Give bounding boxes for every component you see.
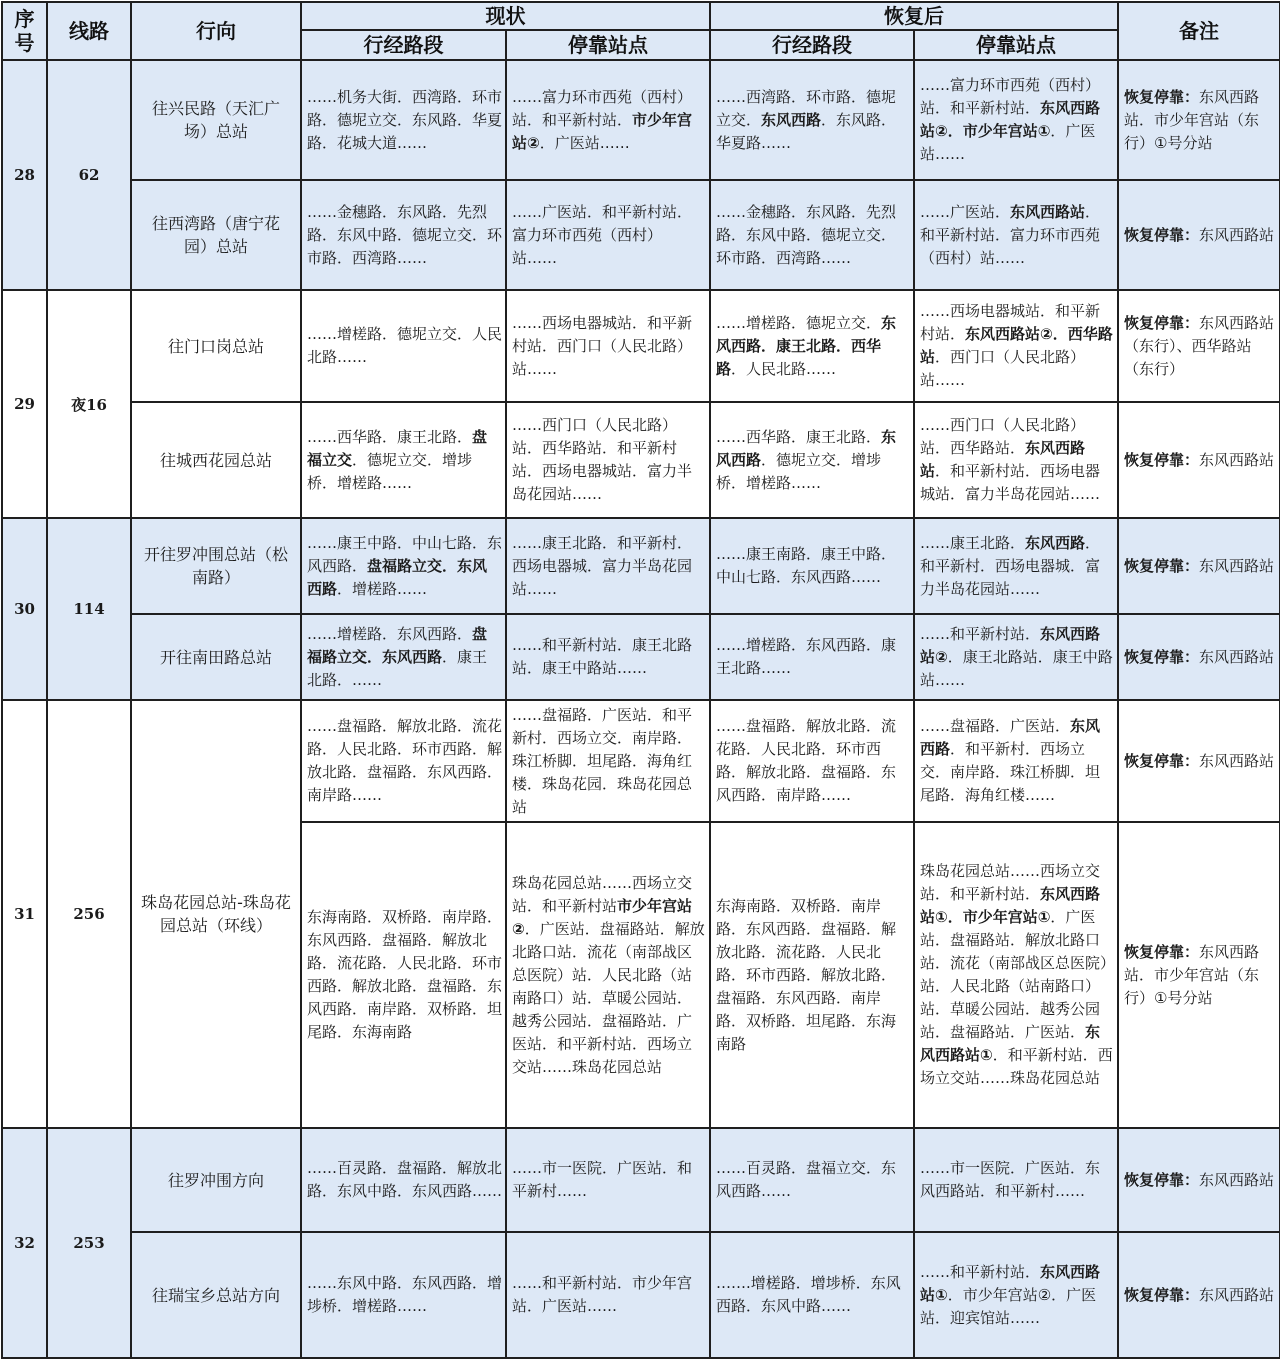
new-stops-cell <box>914 402 1118 518</box>
new-stops-cell <box>914 1128 1118 1232</box>
text-segment: ．康王北路．…… <box>307 647 488 689</box>
text-segment: ……增槎路．东风西路．康王北路…… <box>716 636 897 677</box>
new-route-cell <box>710 60 914 180</box>
note-text: 东风西路站 <box>1199 225 1275 244</box>
new-route-cell <box>710 290 914 402</box>
direction-cell: 往门口岗总站 <box>131 290 301 402</box>
text-segment: …….增槎路．增埗桥．东风西路．东风中路…… <box>716 1274 901 1315</box>
text-segment: ……盘福路．解放北路．流花路．人民北路．环市西路．解放北路．盘福路．东风西路．南岸路…… <box>307 717 503 804</box>
text-segment: ……康王北路． <box>920 533 1026 552</box>
table-row <box>2 614 1280 700</box>
note-label: 恢复停靠 <box>1124 942 1185 961</box>
text-segment: 东风西路站① <box>920 1023 1101 1064</box>
note-text: 东风西路站 <box>1199 556 1275 575</box>
text-segment: ……金穗路．东风路．先烈路．东风中路．德坭立交．环市路．西湾路…… <box>307 202 503 267</box>
current-route-cell <box>301 1232 506 1358</box>
table-row <box>2 1232 1280 1358</box>
text-segment: ……广医站． <box>920 202 1011 221</box>
current-route-cell <box>301 518 506 614</box>
text-segment: 东风西路 <box>761 110 822 129</box>
new-route-cell <box>710 822 914 1128</box>
text-segment: ．增槎路…… <box>337 579 428 598</box>
text-segment: 东风西路站① <box>920 1262 1101 1304</box>
note-colon: ： <box>1184 1170 1200 1189</box>
table-row <box>2 402 1280 518</box>
seq-cell: 32 <box>2 1128 47 1358</box>
current-stops-cell <box>506 1232 710 1358</box>
text-segment: ……和平新村站． <box>920 1262 1041 1281</box>
direction-cell: 往城西花园总站 <box>131 402 301 518</box>
text-segment: ……西华路．康王北路． <box>716 427 882 446</box>
line-cell: 62 <box>47 60 131 290</box>
current-stops-cell <box>506 822 710 1128</box>
text-segment: 东海南路．双桥路．南岸路．东风西路．盘福路．解放北路．流花路．人民北路．环市西路．解放北路．盘福路．东风西路．南岸路．双桥路．坦尾路．东海南路 <box>307 908 503 1041</box>
new-stops-cell <box>914 1232 1118 1358</box>
header-remarks: 备注 <box>1118 2 1280 60</box>
note-text: 东风西路站．市少年宫站（东行）①号分站 <box>1124 87 1260 152</box>
text-segment: 市少年宫站② <box>512 110 693 152</box>
text-segment: ……东风中路．东风西路．增埗桥．增槎路…… <box>307 1274 503 1315</box>
note-colon: ： <box>1184 1285 1200 1304</box>
text-segment: ……增槎路．德坭立交．人民北路…… <box>307 325 503 366</box>
note-colon: ： <box>1184 647 1200 666</box>
text-segment: ．广医站…… <box>539 133 630 152</box>
current-stops-cell <box>506 614 710 700</box>
text-segment: ．市少年宫站②．广医站．迎宾馆站…… <box>920 1285 1097 1327</box>
table-row <box>2 518 1280 614</box>
text-segment: ……盘福路．解放北路．流花路．人民北路．环市西路．解放北路．盘福路．东风西路．南岸路…… <box>716 717 897 804</box>
text-segment: ……盘福路．广医站． <box>920 717 1071 735</box>
current-stops-cell <box>506 180 710 290</box>
note-text: 东风西路站（东行）、西华路站（东行） <box>1124 313 1275 378</box>
note-colon: ： <box>1184 751 1200 770</box>
line-cell: 夜16 <box>47 290 131 518</box>
direction-cell: 开往罗冲围总站（松南路） <box>131 518 301 614</box>
new-stops-cell <box>914 822 1118 1128</box>
text-segment: ……富力环市西苑（西村）站．和平新村站． <box>512 87 693 129</box>
text-segment: 东海南路．双桥路．南岸路．东风西路．盘福路．解放北路．流花路．人民北路．环市西路．解放北路．盘福路．东风西路．南岸路．双桥路．坦尾路．东海南路 <box>716 896 897 1053</box>
text-segment: ……和平新村站．市少年宫站．广医站…… <box>512 1274 693 1315</box>
text-segment: ……市一医院．广医站．和平新村…… <box>512 1159 693 1200</box>
current-stops-cell <box>506 60 710 180</box>
note-text: 东风西路站．市少年宫站（东行）①号分站 <box>1124 942 1260 1007</box>
current-stops-cell <box>506 518 710 614</box>
text-segment: 东风西路 <box>1025 533 1086 552</box>
table-row <box>2 1128 1280 1232</box>
direction-cell: 往罗冲围方向 <box>131 1128 301 1232</box>
remarks-cell <box>1118 614 1280 700</box>
table-row <box>2 700 1280 822</box>
note-label: 恢复停靠 <box>1124 87 1185 106</box>
current-route-cell <box>301 1128 506 1232</box>
text-segment: ……康王中路．中山七路．东风西路． <box>307 533 503 575</box>
text-segment: 东风西路站② <box>920 624 1101 666</box>
text-segment: ．和平新村站．西场电器城站．富力半岛花园站…… <box>920 462 1101 503</box>
text-segment: 东风西路．康王北路．西华路 <box>716 313 897 378</box>
new-route-cell <box>710 700 914 822</box>
text-segment: ……金穗路．东风路．先烈路．东风中路．德坭立交．环市路．西湾路…… <box>716 202 897 267</box>
text-segment: ．广医站…… <box>920 122 1096 163</box>
new-route-cell <box>710 1128 914 1232</box>
text-segment: ……和平新村站．康王北路站．康王中路站…… <box>512 636 693 677</box>
text-segment: 市少年宫站② <box>512 896 693 938</box>
note-colon: ： <box>1184 313 1200 332</box>
current-route-cell <box>301 60 506 180</box>
text-segment: ……增槎路．德坭立交． <box>716 313 882 332</box>
text-segment: ……西华路．康王北路． <box>307 427 473 446</box>
table-row <box>2 180 1280 290</box>
remarks-cell <box>1118 822 1280 1128</box>
text-segment: 东风西路站 <box>1010 202 1086 221</box>
text-segment: 盘福路立交．东风西路 <box>307 556 488 598</box>
note-colon: ： <box>1184 942 1200 961</box>
text-segment: ……康王南路．康王中路．中山七路．东风西路…… <box>716 545 897 586</box>
direction-cell: 往兴民路（天汇广场）总站 <box>131 60 301 180</box>
remarks-cell <box>1118 1232 1280 1358</box>
text-segment: ……康王北路．和平新村．西场电器城．富力半岛花园站…… <box>512 533 693 598</box>
text-segment: 东风西路 <box>716 427 897 469</box>
seq-cell: 28 <box>2 60 47 290</box>
new-stops-cell <box>914 700 1118 822</box>
text-segment: ……盘福路．广医站．和平新村．西场立交．南岸路．珠江桥脚．坦尾路．海角红楼．珠岛花园．珠岛花园总站 <box>512 705 693 816</box>
current-route-cell <box>301 290 506 402</box>
text-segment: ．康王北路站．康王中路站…… <box>920 647 1113 689</box>
line-cell: 253 <box>47 1128 131 1358</box>
header-after: 恢复后 <box>710 2 1118 30</box>
current-route-cell <box>301 822 506 1128</box>
text-segment: ……西门口（人民北路）站．西华路站． <box>920 416 1086 457</box>
new-route-cell <box>710 1232 914 1358</box>
header-direction: 行向 <box>131 2 301 60</box>
table-row <box>2 290 1280 402</box>
text-segment: ．广医站．盘福路站．解放北路口站．流花（南部战区总医院）站．人民北路（站南路口）站．草暖公园站．越秀公园站．盘福路站．广医站． <box>920 908 1108 1041</box>
note-colon: ： <box>1184 225 1200 244</box>
text-segment: ……西湾路．环市路．德坭立交． <box>716 87 897 129</box>
header-stops-after: 停靠站点 <box>914 30 1118 60</box>
current-route-cell <box>301 180 506 290</box>
note-label: 恢复停靠 <box>1124 556 1185 575</box>
new-route-cell <box>710 402 914 518</box>
text-segment: ……市一医院．广医站．东风西路站．和平新村…… <box>920 1159 1101 1200</box>
note-label: 恢复停靠 <box>1124 313 1185 332</box>
text-segment: ……西场电器城站．和平新村站．西门口（人民北路）站…… <box>512 313 693 378</box>
text-segment: ．西门口（人民北路）站…… <box>920 348 1086 389</box>
route-table <box>1 1 1280 1359</box>
text-segment: ．东风路．华夏路…… <box>716 110 897 152</box>
line-cell: 114 <box>47 518 131 700</box>
text-segment: 珠岛花园总站……西场立交站．和平新村站． <box>920 862 1101 903</box>
text-segment: ．广医站．盘福路站．解放北路口站．流花（南部战区总医院）站．人民北路（站南路口）站．草暖公园站．越秀公园站．盘福路站．广医站．和平新村站．西场立交站……珠岛花园总站 <box>512 919 705 1076</box>
new-stops-cell <box>914 180 1118 290</box>
remarks-cell <box>1118 180 1280 290</box>
direction-cell: 珠岛花园总站-珠岛花园总站（环线） <box>131 700 301 1128</box>
note-label: 恢复停靠 <box>1124 1170 1185 1189</box>
note-colon: ： <box>1184 450 1200 469</box>
note-colon: ： <box>1184 556 1200 575</box>
current-stops-cell <box>506 700 710 822</box>
current-stops-cell <box>506 402 710 518</box>
text-segment: 盘福立交 <box>307 427 488 469</box>
note-text: 东风西路站 <box>1199 647 1275 666</box>
direction-cell: 开往南田路总站 <box>131 614 301 700</box>
text-segment: 东风西路站 <box>920 439 1086 480</box>
text-segment: ……百灵路．盘福立交．东风西路…… <box>716 1159 897 1200</box>
text-segment: ……西门口（人民北路）站．西华路站．和平新村站．西场电器城站．富力半岛花园站…… <box>512 416 693 503</box>
seq-cell: 30 <box>2 518 47 700</box>
note-label: 恢复停靠 <box>1124 225 1185 244</box>
text-segment: ……广医站．和平新村站．富力环市西苑（西村）站…… <box>512 202 693 267</box>
remarks-cell <box>1118 402 1280 518</box>
text-segment: ……富力环市西苑（西村）站．和平新村站． <box>920 76 1101 117</box>
new-stops-cell <box>914 290 1118 402</box>
text-segment: 珠岛花园总站……西场立交站．和平新村站 <box>512 873 693 915</box>
note-colon: ： <box>1184 87 1200 106</box>
remarks-cell <box>1118 700 1280 822</box>
current-stops-cell <box>506 290 710 402</box>
remarks-cell <box>1118 290 1280 402</box>
seq-cell: 29 <box>2 290 47 518</box>
new-stops-cell <box>914 518 1118 614</box>
direction-cell: 往西湾路（唐宁花园）总站 <box>131 180 301 290</box>
line-cell: 256 <box>47 700 131 1128</box>
text-segment: ．德坭立交．增埗桥．增槎路…… <box>307 450 473 492</box>
new-stops-cell <box>914 60 1118 180</box>
header-route-after: 行经路段 <box>710 30 914 60</box>
remarks-cell <box>1118 60 1280 180</box>
text-segment: ……百灵路．盘福路．解放北路．东风中路．东风西路…… <box>307 1159 503 1200</box>
text-segment: ．人民北路…… <box>731 359 837 378</box>
header-seq-a: 序 <box>14 7 35 31</box>
text-segment: ……机务大街．西湾路．环市路．德坭立交．东风路．华夏路．花城大道…… <box>307 87 503 152</box>
current-route-cell <box>301 700 506 822</box>
text-segment: ．德坭立交．增埗桥．增槎路…… <box>716 450 882 492</box>
text-segment: 东风西路站②．西华路站 <box>920 325 1113 366</box>
text-segment: ……增槎路．东风西路． <box>307 624 473 643</box>
new-route-cell <box>710 614 914 700</box>
text-segment: ……西场电器城站．和平新村站． <box>920 302 1101 343</box>
note-label: 恢复停靠 <box>1124 647 1185 666</box>
new-route-cell <box>710 180 914 290</box>
header-line: 线路 <box>47 2 131 60</box>
seq-cell: 31 <box>2 700 47 1128</box>
header-seq <box>2 2 47 60</box>
note-text: 东风西路站 <box>1199 450 1275 469</box>
text-segment: 盘福路立交．东风西路 <box>307 624 488 666</box>
new-stops-cell <box>914 614 1118 700</box>
note-label: 恢复停靠 <box>1124 450 1185 469</box>
note-text: 东风西路站 <box>1199 751 1275 770</box>
header-current: 现状 <box>301 2 710 30</box>
new-route-cell <box>710 518 914 614</box>
current-route-cell <box>301 614 506 700</box>
current-stops-cell <box>506 1128 710 1232</box>
text-segment: ．和平新村站．富力环市西苑（西村）站…… <box>920 202 1101 267</box>
text-segment: 东风西路站①．市少年宫站① <box>920 885 1101 926</box>
note-text: 东风西路站 <box>1199 1170 1275 1189</box>
text-segment: ．和平新村．西场电器城．富力半岛花园站…… <box>920 533 1101 598</box>
note-label: 恢复停靠 <box>1124 1285 1185 1304</box>
text-segment: 东风西路站②．市少年宫站① <box>920 99 1101 140</box>
text-segment: ……和平新村站． <box>920 624 1041 643</box>
direction-cell: 往瑞宝乡总站方向 <box>131 1232 301 1358</box>
header-seq-b: 号 <box>14 31 35 55</box>
remarks-cell <box>1118 518 1280 614</box>
current-route-cell <box>301 402 506 518</box>
text-segment: ．和平新村．西场立交．南岸路．珠江桥脚．坦尾路．海角红楼…… <box>920 740 1101 804</box>
header-route: 行经路段 <box>301 30 506 60</box>
note-text: 东风西路站 <box>1199 1285 1275 1304</box>
text-segment: 东风西路 <box>920 717 1101 758</box>
table-row <box>2 60 1280 180</box>
remarks-cell <box>1118 1128 1280 1232</box>
note-label: 恢复停靠 <box>1124 751 1185 770</box>
text-segment: ．和平新村站．西场立交站……珠岛花园总站 <box>920 1046 1113 1087</box>
header-stops: 停靠站点 <box>506 30 710 60</box>
